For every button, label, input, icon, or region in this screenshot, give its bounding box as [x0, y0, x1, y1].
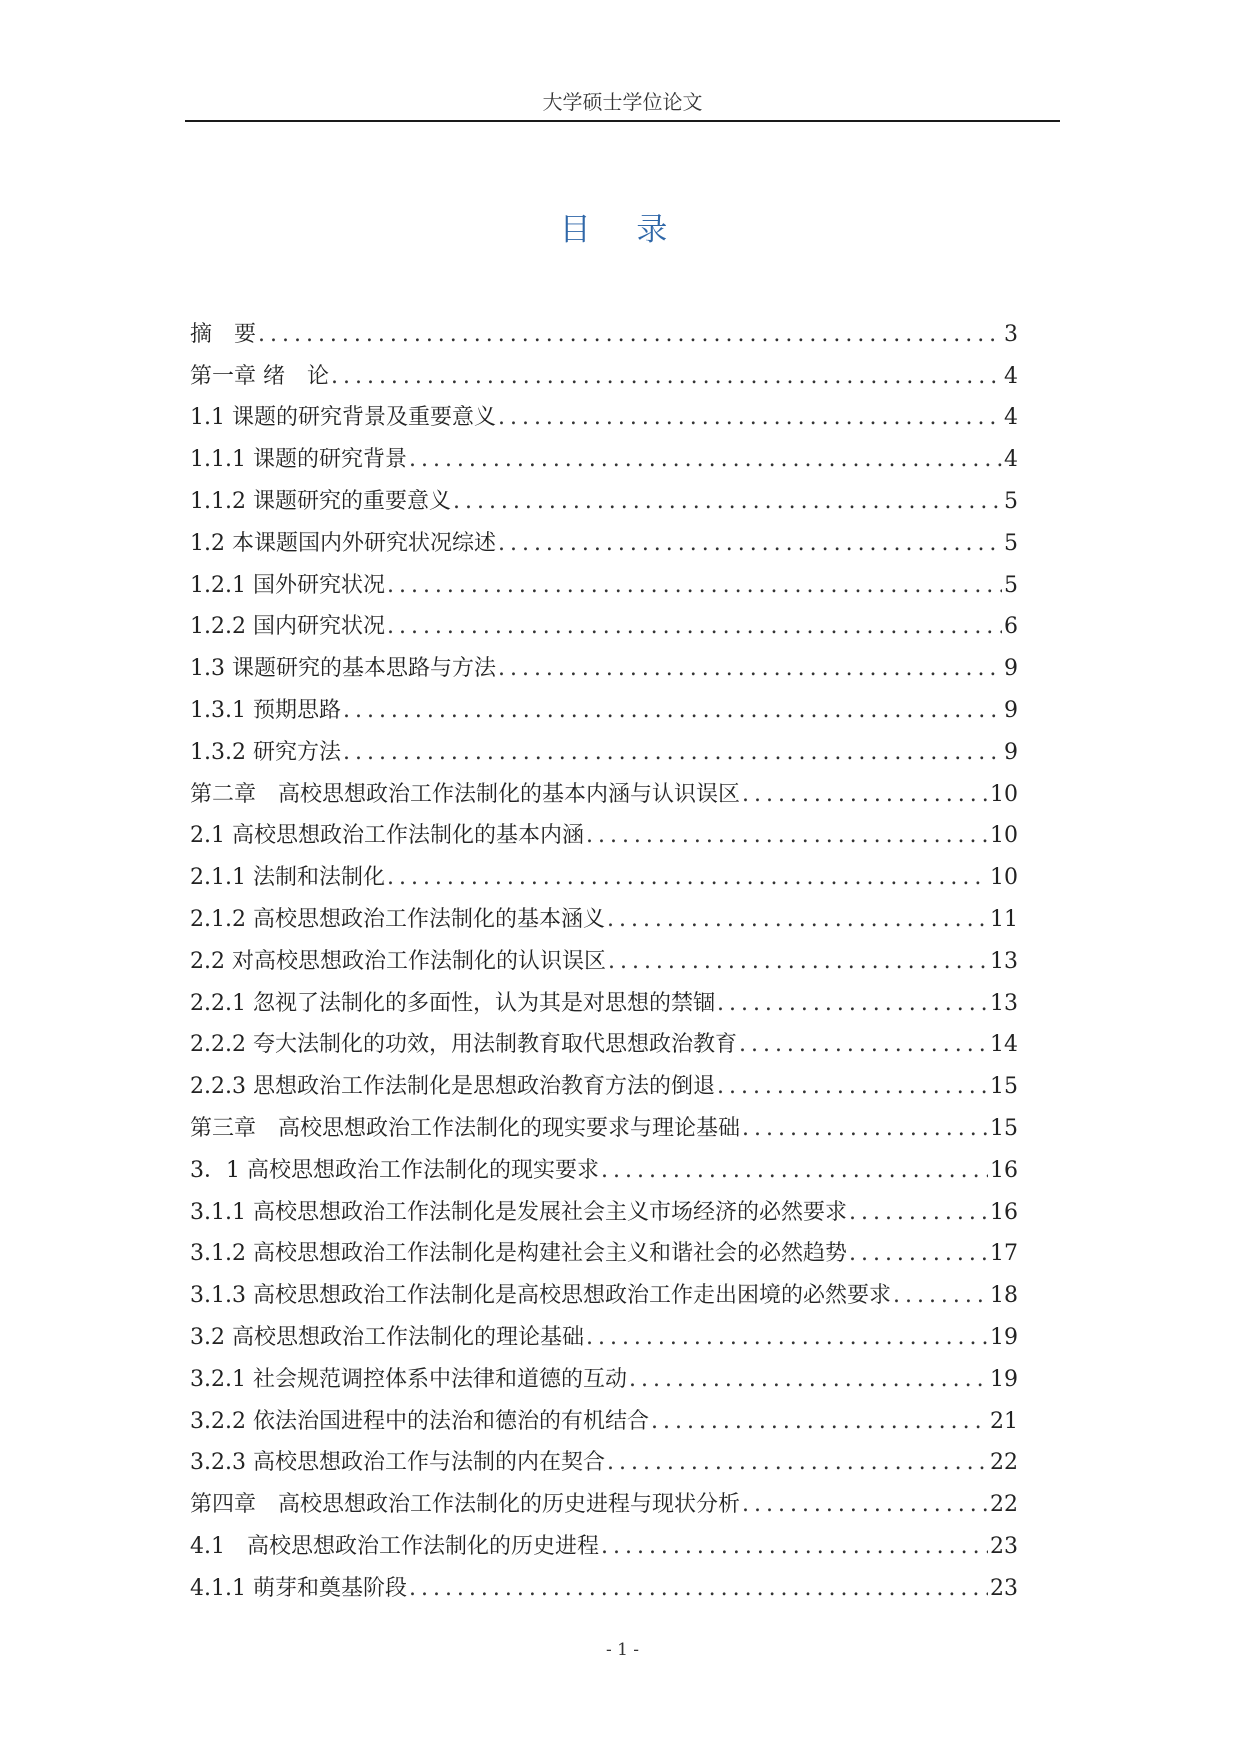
toc-entry[interactable] — [190, 1353, 1018, 1395]
toc-leader-dots — [498, 529, 1002, 559]
toc-entry[interactable] — [190, 392, 1018, 434]
toc-leader-dots — [849, 1239, 988, 1269]
toc-entry[interactable] — [190, 517, 1018, 559]
toc-entry[interactable] — [190, 1144, 1018, 1186]
toc-entry-page: 22 — [990, 1492, 1018, 1518]
toc-entry-label: 1.2.1 国外研究状况 — [190, 572, 385, 598]
toc-leader-dots — [387, 612, 1002, 642]
toc-leader-dots — [331, 362, 1002, 392]
toc-entry-page: 10 — [990, 823, 1018, 849]
toc-entry[interactable] — [190, 559, 1018, 601]
toc-leader-dots — [601, 1156, 988, 1186]
toc-entry-page: 19 — [990, 1366, 1018, 1392]
toc-entry[interactable] — [190, 684, 1018, 726]
toc-entry-label: 第一章 绪 论 — [190, 363, 329, 389]
toc-entry[interactable] — [190, 1395, 1018, 1437]
toc-entry-page: 15 — [990, 1115, 1018, 1141]
toc-entry-label: 2.2.2 夸大法制化的功效，用法制教育取代思想政治教育 — [190, 1032, 737, 1058]
toc-entry-label: 1.2 本课题国内外研究状况综述 — [190, 530, 496, 556]
toc-leader-dots — [343, 738, 1002, 768]
toc-entry-page: 13 — [990, 990, 1018, 1016]
toc-entry-label: 1.3 课题研究的基本思路与方法 — [190, 656, 496, 682]
page-number: - 1 - — [605, 1640, 640, 1660]
toc-leader-dots — [717, 989, 988, 1019]
toc-entry[interactable] — [190, 1102, 1018, 1144]
toc-entry-page: 3 — [1004, 321, 1018, 347]
toc-entry-label: 3.2.3 高校思想政治工作与法制的内在契合 — [190, 1450, 605, 1476]
toc-entry-label: 4.1 高校思想政治工作法制化的历史进程 — [190, 1533, 599, 1559]
toc-entry[interactable] — [190, 475, 1018, 517]
toc-entry[interactable] — [190, 601, 1018, 643]
toc-entry-page: 15 — [990, 1074, 1018, 1100]
toc-leader-dots — [498, 403, 1002, 433]
toc-leader-dots — [742, 1114, 988, 1144]
toc-entry-label: 1.1.2 课题研究的重要意义 — [190, 488, 451, 514]
toc-entry-label: 1.1 课题的研究背景及重要意义 — [190, 405, 496, 431]
toc-entry-label: 2.1.2 高校思想政治工作法制化的基本涵义 — [190, 906, 605, 932]
toc-entry[interactable] — [190, 935, 1018, 977]
toc-entry-page: 10 — [990, 781, 1018, 807]
toc-leader-dots — [387, 863, 988, 893]
toc-entry-label: 1.3.1 预期思路 — [190, 697, 341, 723]
toc-entry[interactable] — [190, 1311, 1018, 1353]
header-text: 大学硕士学位论文 — [542, 90, 703, 114]
toc-entry-label: 2.2.1 忽视了法制化的多面性，认为其是对思想的禁锢 — [190, 990, 715, 1016]
toc-entry-page: 17 — [990, 1241, 1018, 1267]
toc-entry[interactable] — [190, 1060, 1018, 1102]
toc-entry[interactable] — [190, 1562, 1018, 1604]
toc-entry-page: 4 — [1004, 447, 1018, 473]
toc-leader-dots — [409, 445, 1002, 475]
toc-entry-page: 21 — [990, 1408, 1018, 1434]
toc-entry-page: 4 — [1004, 405, 1018, 431]
toc-entry-label: 3.1.3 高校思想政治工作法制化是高校思想政治工作走出困境的必然要求 — [190, 1283, 891, 1309]
toc-entry-label: 1.1.1 课题的研究背景 — [190, 447, 407, 473]
toc-entry-page: 23 — [990, 1575, 1018, 1601]
toc-entry[interactable] — [190, 1478, 1018, 1520]
toc-entry[interactable] — [190, 350, 1018, 392]
toc-entry-page: 4 — [1004, 363, 1018, 389]
toc-entry-page: 6 — [1004, 614, 1018, 640]
toc-leader-dots — [586, 1323, 988, 1353]
toc-entry-label: 1.3.2 研究方法 — [190, 739, 341, 765]
toc-entry-page: 19 — [990, 1324, 1018, 1350]
toc-leader-dots — [601, 1532, 988, 1562]
toc-title: 目 录 — [559, 212, 686, 248]
toc-entry[interactable] — [190, 1437, 1018, 1479]
toc-leader-dots — [258, 320, 1002, 350]
toc-entry-page: 18 — [990, 1283, 1018, 1309]
toc-entry[interactable] — [190, 977, 1018, 1019]
toc-entry-label: 3.2.1 社会规范调控体系中法律和道德的互动 — [190, 1366, 627, 1392]
toc-entry-label: 3.2 高校思想政治工作法制化的理论基础 — [190, 1324, 584, 1350]
toc-entry-page: 9 — [1004, 697, 1018, 723]
toc-leader-dots — [629, 1365, 988, 1395]
toc-leader-dots — [498, 654, 1002, 684]
toc-entry-label: 3.2.2 依法治国进程中的法治和德治的有机结合 — [190, 1408, 649, 1434]
toc-entry-label: 第四章 高校思想政治工作法制化的历史进程与现状分析 — [190, 1492, 741, 1518]
toc-entry-page: 22 — [990, 1450, 1018, 1476]
toc-entry[interactable] — [190, 851, 1018, 893]
toc-leader-dots — [343, 696, 1002, 726]
toc-leader-dots — [742, 780, 988, 810]
toc-entry-label: 4.1.1 萌芽和奠基阶段 — [190, 1575, 407, 1601]
toc-entry-label: 2.2.3 思想政治工作法制化是思想政治教育方法的倒退 — [190, 1074, 715, 1100]
running-header — [185, 84, 1060, 122]
toc-entry[interactable] — [190, 1520, 1018, 1562]
toc-entry[interactable] — [190, 1019, 1018, 1061]
toc-entry-label: 1.2.2 国内研究状况 — [190, 614, 385, 640]
toc-entry-page: 9 — [1004, 656, 1018, 682]
toc-entry[interactable] — [190, 1228, 1018, 1270]
toc-leader-dots — [586, 821, 988, 851]
toc-leader-dots — [717, 1072, 988, 1102]
toc-entry-label: 2.1.1 法制和法制化 — [190, 865, 385, 891]
toc-entry-page: 9 — [1004, 739, 1018, 765]
toc-leader-dots — [739, 1030, 988, 1060]
toc-entry[interactable] — [190, 1269, 1018, 1311]
toc-leader-dots — [893, 1281, 988, 1311]
toc-leader-dots — [742, 1490, 988, 1520]
table-of-contents — [190, 308, 1018, 1604]
toc-leader-dots — [651, 1407, 988, 1437]
toc-entry-page: 11 — [990, 906, 1018, 932]
toc-entry-page: 5 — [1004, 572, 1018, 598]
toc-entry[interactable] — [190, 433, 1018, 475]
toc-entry-page: 5 — [1004, 530, 1018, 556]
toc-leader-dots — [409, 1574, 988, 1604]
toc-entry-label: 2.1 高校思想政治工作法制化的基本内涵 — [190, 823, 584, 849]
toc-entry[interactable] — [190, 810, 1018, 852]
toc-entry-label: 3.1.1 高校思想政治工作法制化是发展社会主义市场经济的必然要求 — [190, 1199, 847, 1225]
toc-leader-dots — [607, 905, 988, 935]
toc-leader-dots — [453, 487, 1002, 517]
toc-entry-label: 2.2 对高校思想政治工作法制化的认识误区 — [190, 948, 606, 974]
toc-entry-page: 14 — [990, 1032, 1018, 1058]
toc-entry-page: 5 — [1004, 488, 1018, 514]
toc-entry[interactable] — [190, 1186, 1018, 1228]
toc-entry-page: 16 — [990, 1199, 1018, 1225]
toc-entry-label: 3．1 高校思想政治工作法制化的现实要求 — [190, 1157, 599, 1183]
toc-leader-dots — [608, 947, 988, 977]
toc-entry[interactable] — [190, 726, 1018, 768]
toc-entry[interactable] — [190, 308, 1018, 350]
toc-entry-label: 3.1.2 高校思想政治工作法制化是构建社会主义和谐社会的必然趋势 — [190, 1241, 847, 1267]
toc-entry-page: 16 — [990, 1157, 1018, 1183]
toc-entry-page: 10 — [990, 865, 1018, 891]
toc-entry-label: 摘 要 — [190, 321, 257, 347]
toc-entry-label: 第二章 高校思想政治工作法制化的基本内涵与认识误区 — [190, 781, 741, 807]
toc-entry-page: 13 — [990, 948, 1018, 974]
toc-entry-page: 23 — [990, 1533, 1018, 1559]
toc-leader-dots — [607, 1448, 988, 1478]
toc-entry[interactable] — [190, 642, 1018, 684]
toc-entry[interactable] — [190, 768, 1018, 810]
toc-entry[interactable] — [190, 893, 1018, 935]
toc-leader-dots — [849, 1198, 988, 1228]
toc-leader-dots — [387, 571, 1002, 601]
toc-entry-label: 第三章 高校思想政治工作法制化的现实要求与理论基础 — [190, 1115, 741, 1141]
